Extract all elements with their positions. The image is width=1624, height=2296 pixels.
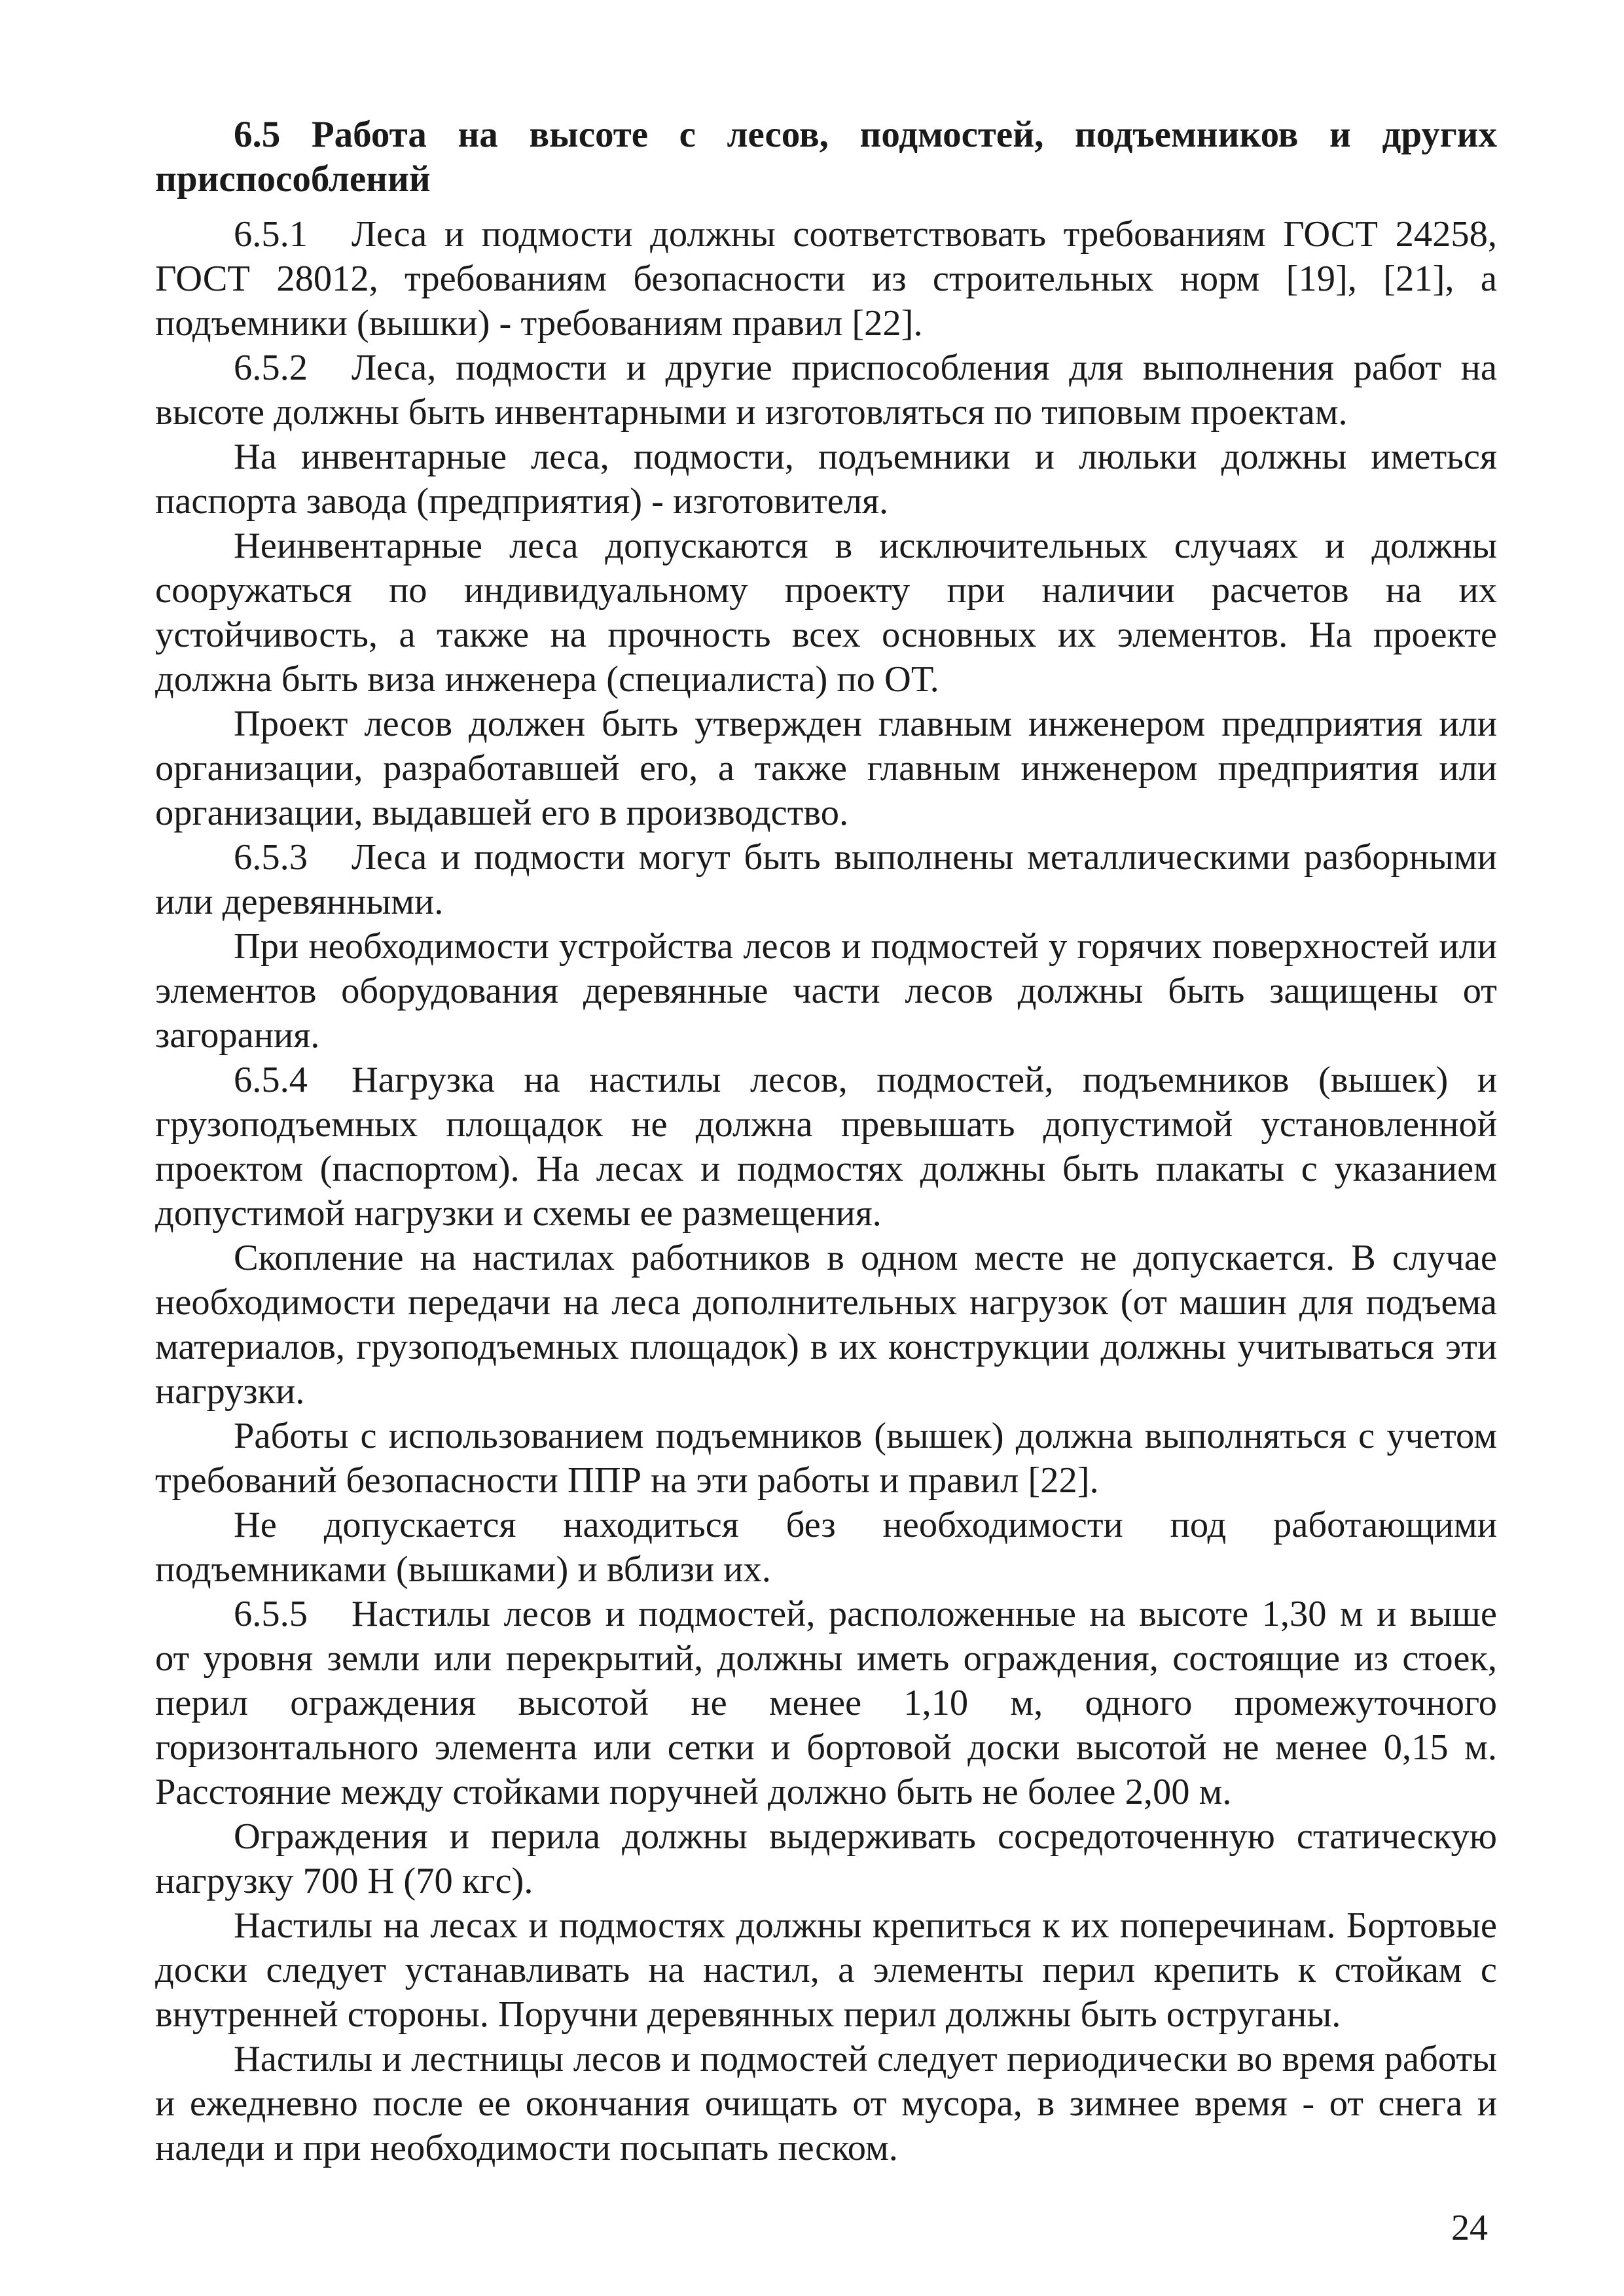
paragraph-text: Скопление на настилах работников в одном месте не допускается. В случае необходимости передачи на леса дополнительных нагрузок (от машин для подъема материалов, грузоподъемных площадок) в их конструкции должны учитываться эти нагрузки. [155, 1238, 1497, 1412]
paragraph [155, 1058, 1497, 1236]
paragraph [155, 1814, 1497, 1903]
paragraph-text: Проект лесов должен быть утвержден главным инженером предприятия или организации, разработавшей его, а также главным инженером предприятия или организации, выдавшей его в производство. [155, 704, 1497, 833]
paragraph-text: Леса и подмости могут быть выполнены металлическими разборными или деревянными. [155, 837, 1497, 922]
document-page [155, 113, 1497, 2170]
paragraph-text: Ограждения и перила должны выдерживать сосредоточенную статическую нагрузку 700 Н (70 кгс). [155, 1816, 1497, 1901]
paragraph [155, 2037, 1497, 2170]
page-number: 24 [1451, 2208, 1488, 2248]
paragraph-text: Нагрузка на настилы лесов, подмостей, подъемников (вышек) и грузоподъемных площадок не должна превышать допустимой установленной проектом (паспортом). На лесах и подмостях должны быть плакаты с указанием допустимой нагрузки и схемы ее размещения. [155, 1060, 1497, 1234]
paragraph [155, 924, 1497, 1058]
paragraph [155, 702, 1497, 835]
paragraph [155, 435, 1497, 524]
paragraph [155, 1592, 1497, 1814]
paragraph [155, 835, 1497, 924]
paragraph [155, 1414, 1497, 1503]
paragraph-text: Настилы на лесах и подмостях должны крепиться к их поперечинам. Бортовые доски следует устанавливать на настил, а элементы перил крепить к стойкам с внутренней стороны. Поручни деревянных перил должны быть остpуганы. [155, 1905, 1497, 2035]
paragraph-text: На инвентарные леса, подмости, подъемники и люльки должны иметься паспорта завода (предприятия) - изготовителя. [155, 437, 1497, 522]
paragraph [155, 346, 1497, 435]
clause-number: 6.5.3 [234, 837, 308, 878]
paragraph-text: При необходимости устройства лесов и подмостей у горячих поверхностей или элементов оборудования деревянные части лесов должны быть защищены от загорания. [155, 926, 1497, 1056]
paragraph [155, 1236, 1497, 1414]
paragraph-text: Настилы и лестницы лесов и подмостей следует периодически во время работы и ежедневно после ее окончания очищать от мусора, в зимнее время - от снега и наледи и при необходимости посыпать песком. [155, 2039, 1497, 2168]
paragraph-text: Работы с использованием подъемников (вышек) должна выполняться с учетом требований безопасности ППР на эти работы и правил [22]. [155, 1416, 1497, 1501]
paragraph-text: Неинвентарные леса допускаются в исключительных случаях и должны сооружаться по индивидуальному проекту при наличии расчетов на их устойчивость, а также на прочность всех основных их элементов. На проекте должна быть виза инженера (специалиста) по ОТ. [155, 526, 1497, 700]
clause-number: 6.5.2 [234, 348, 308, 388]
paragraph-text: Леса и подмости должны соответствовать требованиям ГОСТ 24258, ГОСТ 28012, требованиям безопасности из строительных норм [19], [21], а подъемники (вышки) - требованиям правил [22]. [155, 214, 1497, 344]
paragraph [155, 212, 1497, 346]
paragraph [155, 524, 1497, 702]
clause-number: 6.5.4 [234, 1060, 308, 1100]
clause-number: 6.5.5 [234, 1594, 308, 1634]
paragraph-text: Леса, подмости и другие приспособления для выполнения работ на высоте должны быть инвентарными и изготовляться по типовым проектам. [155, 348, 1497, 433]
paragraph-text: Не допускается находиться без необходимости под работающими подъемниками (вышками) и вблизи их. [155, 1505, 1497, 1590]
paragraph [155, 1503, 1497, 1592]
section-heading: 6.5 Работа на высоте с лесов, подмостей, подъемников и других приспособлений [155, 114, 1497, 200]
clause-number: 6.5.1 [234, 214, 308, 255]
paragraph-text: Настилы лесов и подмостей, расположенные на высоте 1,30 м и выше от уровня земли или перекрытий, должны иметь ограждения, состоящие из стоек, перил ограждения высотой не менее 1,10 м, одного промежуточного горизонтального элемента или сетки и бортовой доски высотой не менее 0,15 м. Расстояние между стойками поручней должно быть не более 2,00 м. [155, 1594, 1497, 1812]
paragraph [155, 1903, 1497, 2037]
